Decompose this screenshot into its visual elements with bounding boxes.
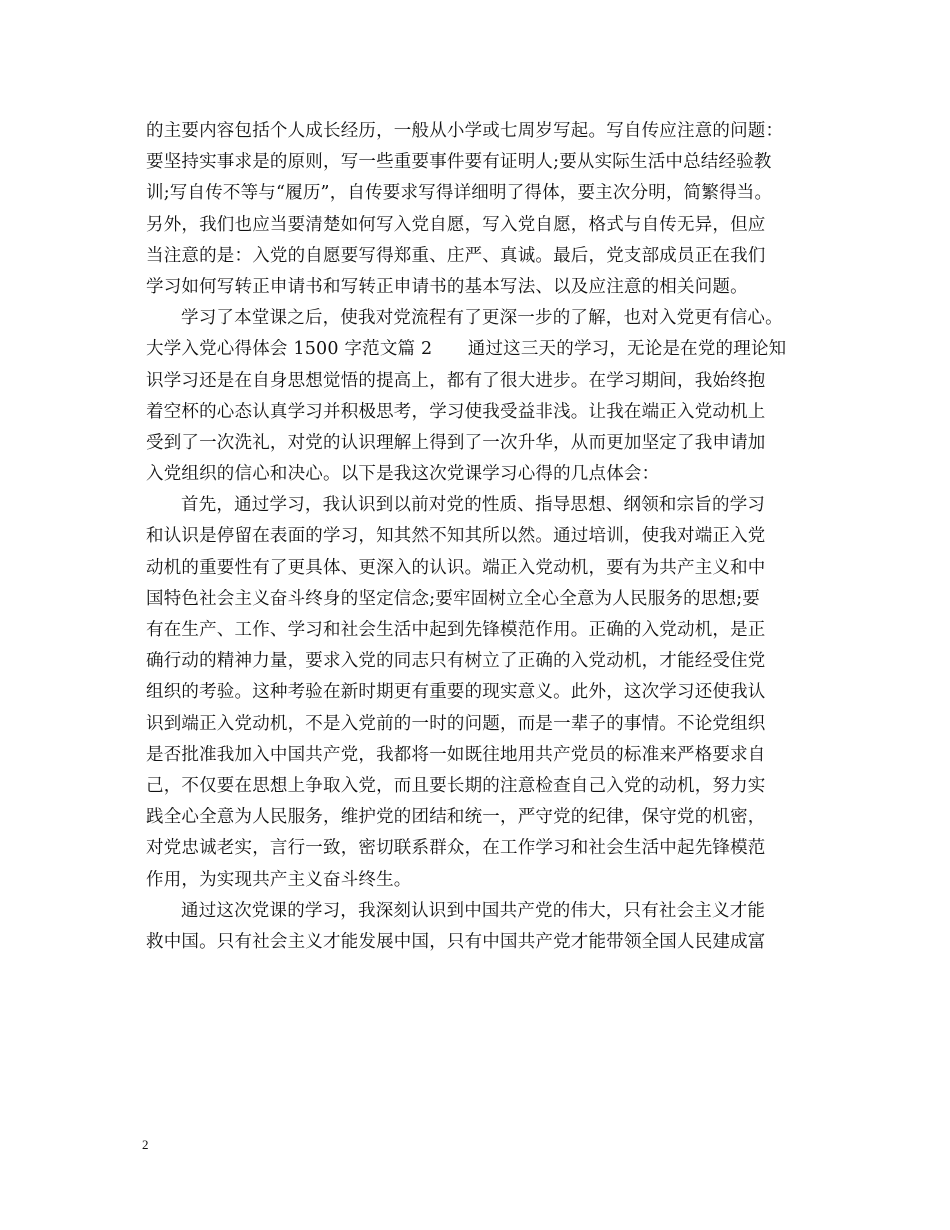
text-line: 另外，我们也应当要清楚如何写入党自愿，写入党自愿，格式与自传无异，但应	[146, 214, 766, 235]
text-line: 着空杯的心态认真学习并积极思考，学习使我受益非浅。让我在端正入党动机上	[146, 401, 766, 422]
document-body	[146, 116, 826, 958]
page-number: 2	[142, 1137, 149, 1152]
text-line: 大学入党心得体会 1500 字范文篇 2 通过这三天的学习，无论是在党的理论知	[146, 339, 787, 360]
text-line: 的主要内容包括个人成长经历，一般从小学或七周岁写起。写自传应注意的问题：	[146, 121, 784, 141]
text-line: 国特色社会主义奋斗终身的坚定信念;要牢固树立全心全意为人民服务的思想;要	[146, 588, 760, 609]
text-line: 入党组织的信心和决心。以下是我这次党课学习心得的几点体会：	[146, 464, 660, 485]
text-line: 和认识是停留在表面的学习，知其然不知其所以然。通过培训，使我对端正入党	[146, 526, 766, 547]
text-line: 是否批准我加入中国共产党，我都将一如既往地用共产党员的标准来严格要求自	[146, 744, 766, 765]
text-line: 动机的重要性有了更具体、更深入的认识。端正入党动机，要有为共产主义和中	[146, 557, 766, 578]
text-line: 组织的考验。这种考验在新时期更有重要的现实意义。此外，这次学习还使我认	[146, 682, 766, 703]
text-line: 学习如何写转正申请书和写转正申请书的基本写法、以及应注意的相关问题。	[146, 276, 748, 297]
text-line: 识学习还是在自身思想觉悟的提高上，都有了很大进步。在学习期间，我始终抱	[146, 370, 766, 391]
text-line: 作用，为实现共产主义奋斗终生。	[146, 869, 412, 890]
paragraph-first-line: 通过这次党课的学习，我深刻认识到中国共产党的伟大，只有社会主义才能	[181, 900, 766, 921]
text-line: 当注意的是：入党的自愿要写得郑重、庄严、真诚。最后，党支部成员正在我们	[146, 245, 766, 266]
text-line: 受到了一次洗礼，对党的认识理解上得到了一次升华，从而更加坚定了我申请加	[146, 432, 766, 453]
text-line: 对党忠诚老实，言行一致，密切联系群众，在工作学习和社会生活中起先锋模范	[146, 838, 766, 859]
text-line: 己，不仅要在思想上争取入党，而且要长期的注意检查自己入党的动机，努力实	[146, 775, 766, 796]
text-line: 践全心全意为人民服务，维护党的团结和统一，严守党的纪律，保守党的机密，	[146, 807, 766, 828]
text-line: 救中国。只有社会主义才能发展中国，只有中国共产党才能带领全国人民建成富	[146, 931, 766, 952]
text-line: 识到端正入党动机，不是入党前的一时的问题，而是一辈子的事情。不论党组织	[146, 713, 766, 734]
text-line: 确行动的精神力量，要求入党的同志只有树立了正确的入党动机，才能经受住党	[146, 651, 766, 672]
text-line: 有在生产、工作、学习和社会生活中起到先锋模范作用。正确的入党动机，是正	[146, 620, 766, 640]
text-line: 训;写自传不等与“履历”，自传要求写得详细明了得体，要主次分明，简繁得当。	[146, 183, 773, 204]
paragraph-first-line: 首先，通过学习，我认识到以前对党的性质、指导思想、纲领和宗旨的学习	[181, 495, 766, 516]
text-line: 要坚持实事求是的原则，写一些重要事件要有证明人;要从实际生活中总结经验教	[146, 152, 772, 173]
paragraph-first-line: 学习了本堂课之后，使我对党流程有了更深一步的了解，也对入党更有信心。	[181, 308, 783, 329]
